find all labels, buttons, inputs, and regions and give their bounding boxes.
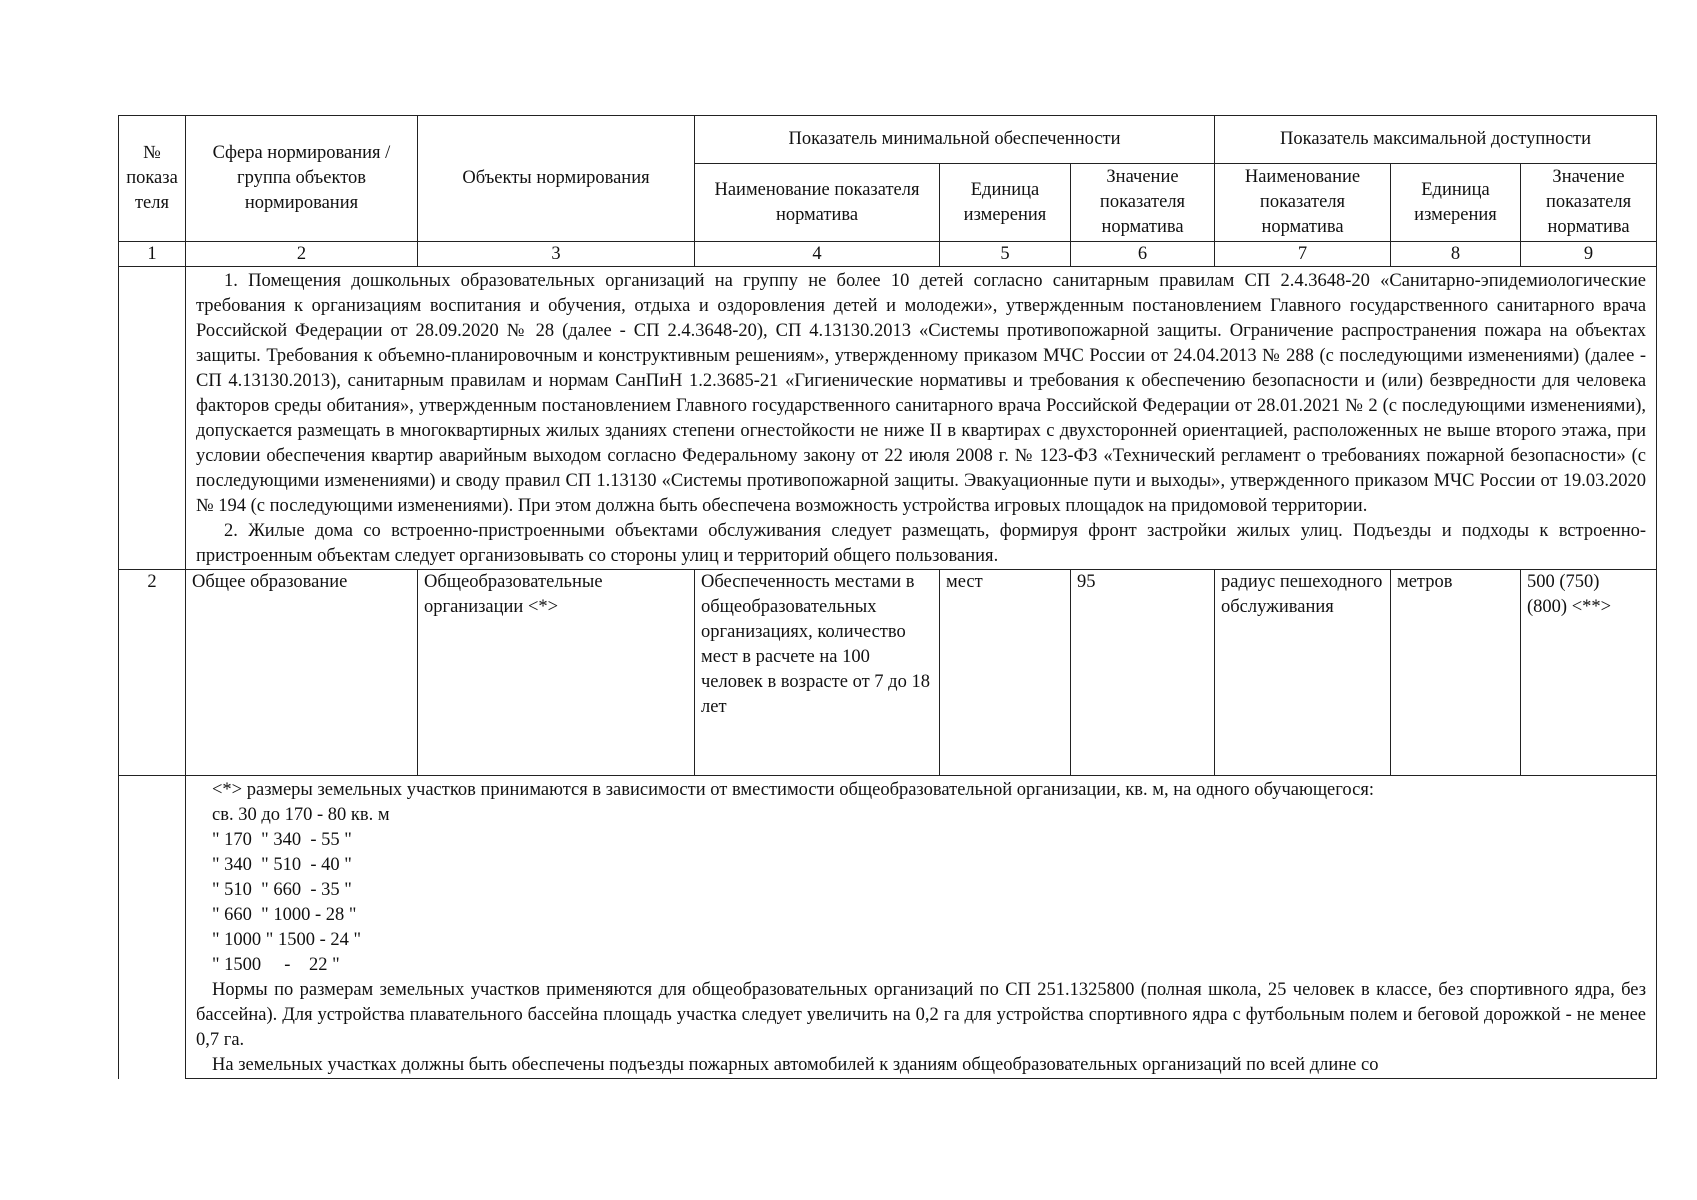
footnote-line: " 1500 - 22 " [212, 955, 340, 975]
header-col-objects: Объекты нормирования [418, 116, 695, 242]
header-min-unit: Единица измерения [940, 164, 1071, 242]
column-number-row [119, 242, 1657, 267]
header-row-1 [119, 116, 1657, 164]
row-max-value [1521, 570, 1657, 776]
header-col-number: № показа теля [119, 116, 186, 242]
footnote-fire-paragraph: На земельных участках должны быть обеспечены подъезды пожарных автомобилей к зданиям общеобразовательных организаций по всей длине со [212, 1055, 1379, 1075]
column-number: 5 [940, 242, 1071, 267]
column-number: 6 [1071, 242, 1215, 267]
footnote-line: св. 30 до 170 - 80 кв. м [212, 805, 390, 825]
footnote-intro: <*> размеры земельных участков принимаются в зависимости от вместимости общеобразовательной организации, кв. м, на одного обучающегося: [212, 780, 1374, 800]
column-number: 8 [1391, 242, 1521, 267]
column-number: 4 [695, 242, 940, 267]
note-paragraph-1: 1. Помещения дошкольных образовательных организаций на группу не более 10 детей согласно санитарным правилам СП 2.4.3648-20 «Санитарно-эпидемиологические требования к организациям воспитания и обучения, отдыха и оздоровления детей и молодежи», утвержденным постановлением Главного государственного санитарного врача Российской Федерации от 28.09.2020 № 28 (далее - СП 2.4.3648-20), СП 4.13130.2013 «Системы противопожарной защиты. Ограничение распространения пожара на объектах защиты. Требования к объемно-планировочным и конструктивным решениям», утвержденному приказом МЧС России от 24.04.2013 № 288 (с последующими изменениями) (далее - СП 4.13130.2013), санитарным правилам и нормам СанПиН 1.2.3685-21 «Гигиенические нормативы и требования к обеспечению безопасности и (или) безвредности для человека факторов среды обитания», утвержденным постановлением Главного государственного санитарного врача Российской Федерации от 28.01.2021 № 2 (с последующими изменениями), допускается размещать в многоквартирных жилых зданиях степени огнестойкости не ниже II в квартирах с двухсторонней ориентацией, расположенных не выше второго этажа, при условии обеспечения квартир аварийным выходом согласно Федеральному закону от 22 июля 2008 г. № 123-ФЗ «Технический регламент о требованиях пожарной безопасности» (с последующими изменениями) и своду правил СП 1.13130 «Системы противопожарной защиты. Эвакуационные пути и выходы», утвержденного приказом МЧС России от 19.03.2020 № 194 (с последующими изменениями). При этом должна быть обеспечена возможность устройства игровых площадок на придомовой территории. [196, 271, 1647, 516]
footnote-cell [186, 776, 1657, 1079]
header-col-sphere: Сфера нормирования / группа объектов нормирования [186, 116, 418, 242]
header-min-value: Значение показателя норматива [1071, 164, 1215, 242]
row-sphere: Общее образование [186, 570, 418, 776]
column-number: 2 [186, 242, 418, 267]
table-row [119, 570, 1657, 776]
note-paragraph-2: 2. Жилые дома со встроенно-пристроенными объектами обслуживания следует размещать, формируя фронт застройки жилых улиц. Подъезды и подходы к встроенно-пристроенным объектам следует организовывать со стороны улиц и территорий общего пользования. [196, 521, 1647, 566]
footnote-norms-paragraph: Нормы по размерам земельных участков применяются для общеобразовательных организаций по СП 251.1325800 (полная школа, 25 человек в классе, без спортивного ядра, без бассейна). Для устройства плавательного бассейна площадь участка следует увеличить на 0,2 га для устройства спортивного ядра с футбольным полем и беговой дорожкой - не менее 0,7 га. [196, 980, 1647, 1050]
row-objects-text: Общеобразовательные организации <*> [424, 572, 603, 617]
column-number: 9 [1521, 242, 1657, 267]
norms-table [118, 115, 1657, 1079]
footnote-line: " 170 " 340 - 55 " [212, 830, 352, 850]
note-number-cell [119, 267, 186, 570]
footnote-row [119, 776, 1657, 1079]
row-max-unit: метров [1391, 570, 1521, 776]
footnote-line: " 1000 " 1500 - 24 " [212, 930, 362, 950]
row-max-value-text: 500 (750)(800) <**> [1527, 572, 1612, 617]
note-text-cell [186, 267, 1657, 570]
row-number: 2 [119, 570, 186, 776]
header-max-unit: Единица измерения [1391, 164, 1521, 242]
note-row [119, 267, 1657, 570]
row-min-unit: мест [940, 570, 1071, 776]
column-number: 3 [418, 242, 695, 267]
footnote-number-cell [119, 776, 186, 1079]
footnote-line: " 510 " 660 - 35 " [212, 880, 352, 900]
row-min-name: Обеспеченность местами в общеобразовательных организациях, количество мест в расчете на 100 человек в возрасте от 7 до 18 лет [695, 570, 940, 776]
header-group-max: Показатель максимальной доступности [1215, 116, 1657, 164]
header-max-name: Наименование показателя норматива [1215, 164, 1391, 242]
footnote-line: " 340 " 510 - 40 " [212, 855, 352, 875]
row-max-name: радиус пешеходного обслуживания [1215, 570, 1391, 776]
row-objects [418, 570, 695, 776]
header-min-name: Наименование показателя норматива [695, 164, 940, 242]
column-number: 1 [119, 242, 186, 267]
row-min-value: 95 [1071, 570, 1215, 776]
document-page [118, 115, 1656, 1079]
header-group-min: Показатель минимальной обеспеченности [695, 116, 1215, 164]
footnote-line: " 660 " 1000 - 28 " [212, 905, 357, 925]
header-max-value: Значение показателя норматива [1521, 164, 1657, 242]
column-number: 7 [1215, 242, 1391, 267]
